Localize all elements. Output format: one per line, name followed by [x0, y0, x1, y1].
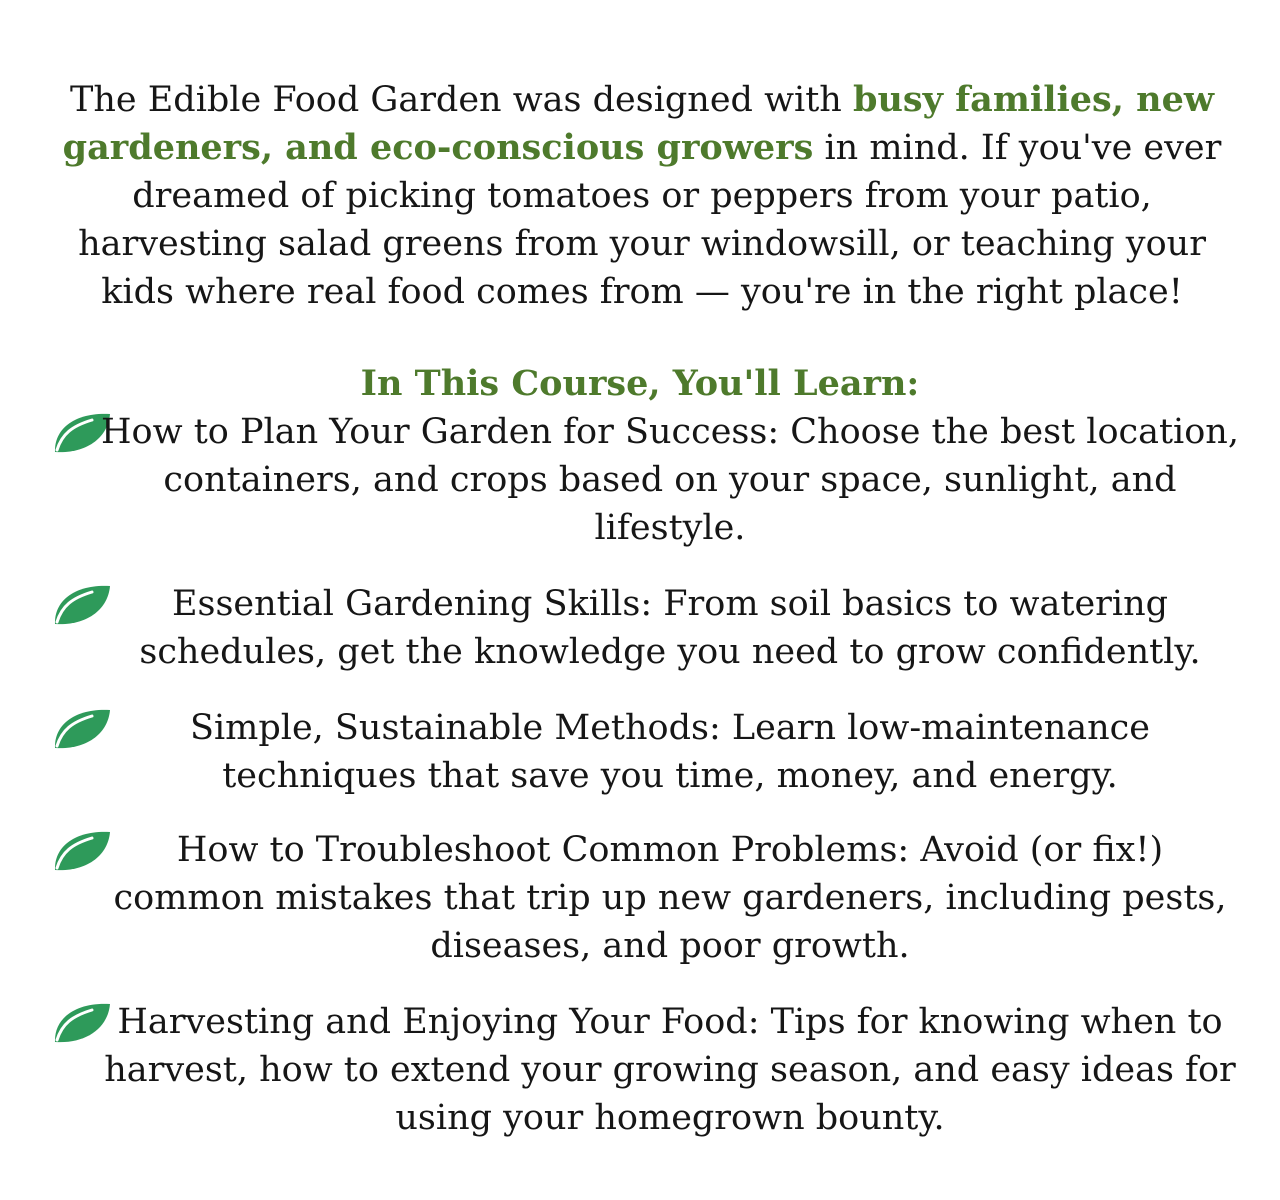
list-item-text: How to Troubleshoot Common Problems: Avoid (or fix!) common mistakes that trip up new gardeners, including pests, diseases, and poor growth. — [113, 830, 1227, 966]
list-item-text: Simple, Sustainable Methods: Learn low-maintenance techniques that save you time, money, and energy. — [190, 708, 1150, 796]
intro-paragraph — [62, 76, 1222, 316]
intro-text-before: The Edible Food Garden was designed with — [70, 80, 853, 120]
list-item-text: Harvesting and Enjoying Your Food: Tips for knowing when to harvest, how to extend your growing season, and easy ideas for using your homegrown bounty. — [104, 1002, 1236, 1138]
course-heading: In This Course, You'll Learn: — [360, 363, 920, 404]
intro-text-after: in mind. If you've ever dreamed of picking tomatoes or peppers from your patio, harvesting salad greens from your windowsill, or teaching your kids where real food comes from — you're in the right place! — [78, 128, 1222, 312]
intro-highlight: busy families, new gardeners, and eco-conscious growers — [62, 79, 1214, 168]
list-item-text: How to Plan Your Garden for Success: Choose the best location, containers, and crops based on your space, sunlight, and lifestyle. — [101, 412, 1239, 548]
list-item-text: Essential Gardening Skills: From soil basics to watering schedules, get the knowledge you need to grow confidently. — [139, 584, 1201, 672]
